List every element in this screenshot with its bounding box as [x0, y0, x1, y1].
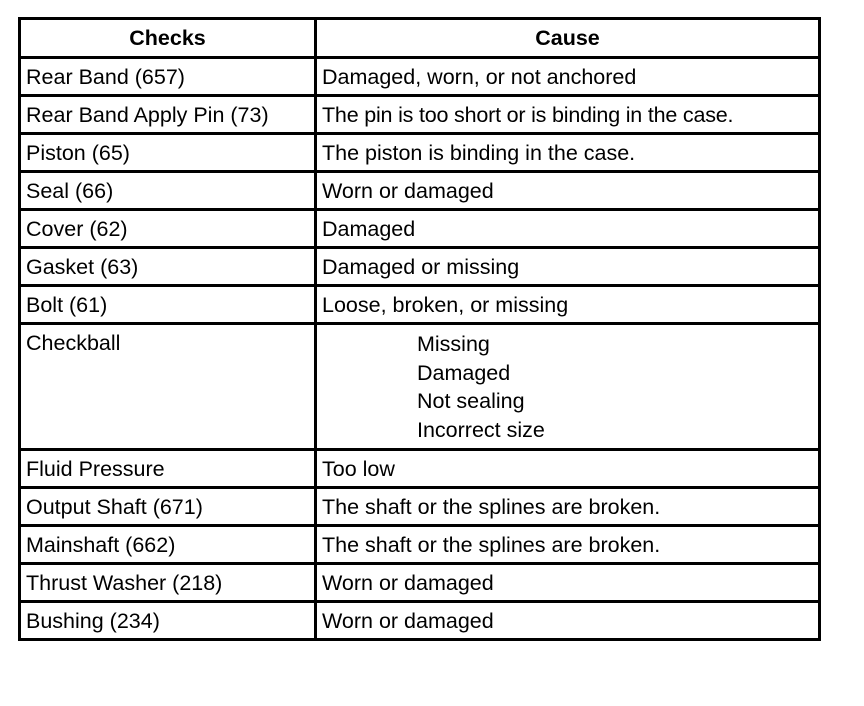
cause-list-item: Incorrect size — [417, 417, 545, 442]
cause-cell: Worn or damaged — [316, 564, 820, 602]
table-row — [20, 172, 820, 210]
table-row — [20, 248, 820, 286]
table-row — [20, 526, 820, 564]
cause-list-item: Missing — [417, 332, 490, 356]
check-cell: Checkball — [20, 324, 316, 450]
table-row — [20, 134, 820, 172]
table-row — [20, 210, 820, 248]
cause-cell-list — [316, 324, 820, 450]
cause-list — [322, 330, 813, 444]
check-cell: Thrust Washer (218) — [20, 564, 316, 602]
check-cell: Piston (65) — [20, 134, 316, 172]
table-row — [20, 450, 820, 488]
check-cell: Bolt (61) — [20, 286, 316, 324]
header-cause: Cause — [316, 19, 820, 58]
cause-cell: Damaged — [316, 210, 820, 248]
check-cell: Seal (66) — [20, 172, 316, 210]
checks-cause-table — [18, 17, 821, 641]
check-cell: Rear Band Apply Pin (73) — [20, 96, 316, 134]
table-row — [20, 96, 820, 134]
header-row — [20, 19, 820, 58]
cause-cell: Damaged, worn, or not anchored — [316, 58, 820, 96]
cause-cell: The pin is too short or is binding in the case. — [316, 96, 820, 134]
table-row — [20, 488, 820, 526]
check-cell: Rear Band (657) — [20, 58, 316, 96]
check-cell: Output Shaft (671) — [20, 488, 316, 526]
check-cell: Gasket (63) — [20, 248, 316, 286]
cause-cell: The shaft or the splines are broken. — [316, 526, 820, 564]
cause-list-item: Damaged — [417, 360, 511, 385]
table-row — [20, 286, 820, 324]
cause-cell: The piston is binding in the case. — [316, 134, 820, 172]
cause-cell: Worn or damaged — [316, 172, 820, 210]
cause-cell: Damaged or missing — [316, 248, 820, 286]
cause-list-item: Not sealing — [417, 389, 525, 413]
table-row — [20, 602, 820, 640]
cause-cell: Worn or damaged — [316, 602, 820, 640]
check-cell: Cover (62) — [20, 210, 316, 248]
check-cell: Bushing (234) — [20, 602, 316, 640]
header-checks: Checks — [20, 19, 316, 58]
table-row — [20, 324, 820, 450]
table-row — [20, 564, 820, 602]
table-row — [20, 58, 820, 96]
check-cell: Fluid Pressure — [20, 450, 316, 488]
cause-cell: Loose, broken, or missing — [316, 286, 820, 324]
cause-cell: The shaft or the splines are broken. — [316, 488, 820, 526]
check-cell: Mainshaft (662) — [20, 526, 316, 564]
cause-cell: Too low — [316, 450, 820, 488]
